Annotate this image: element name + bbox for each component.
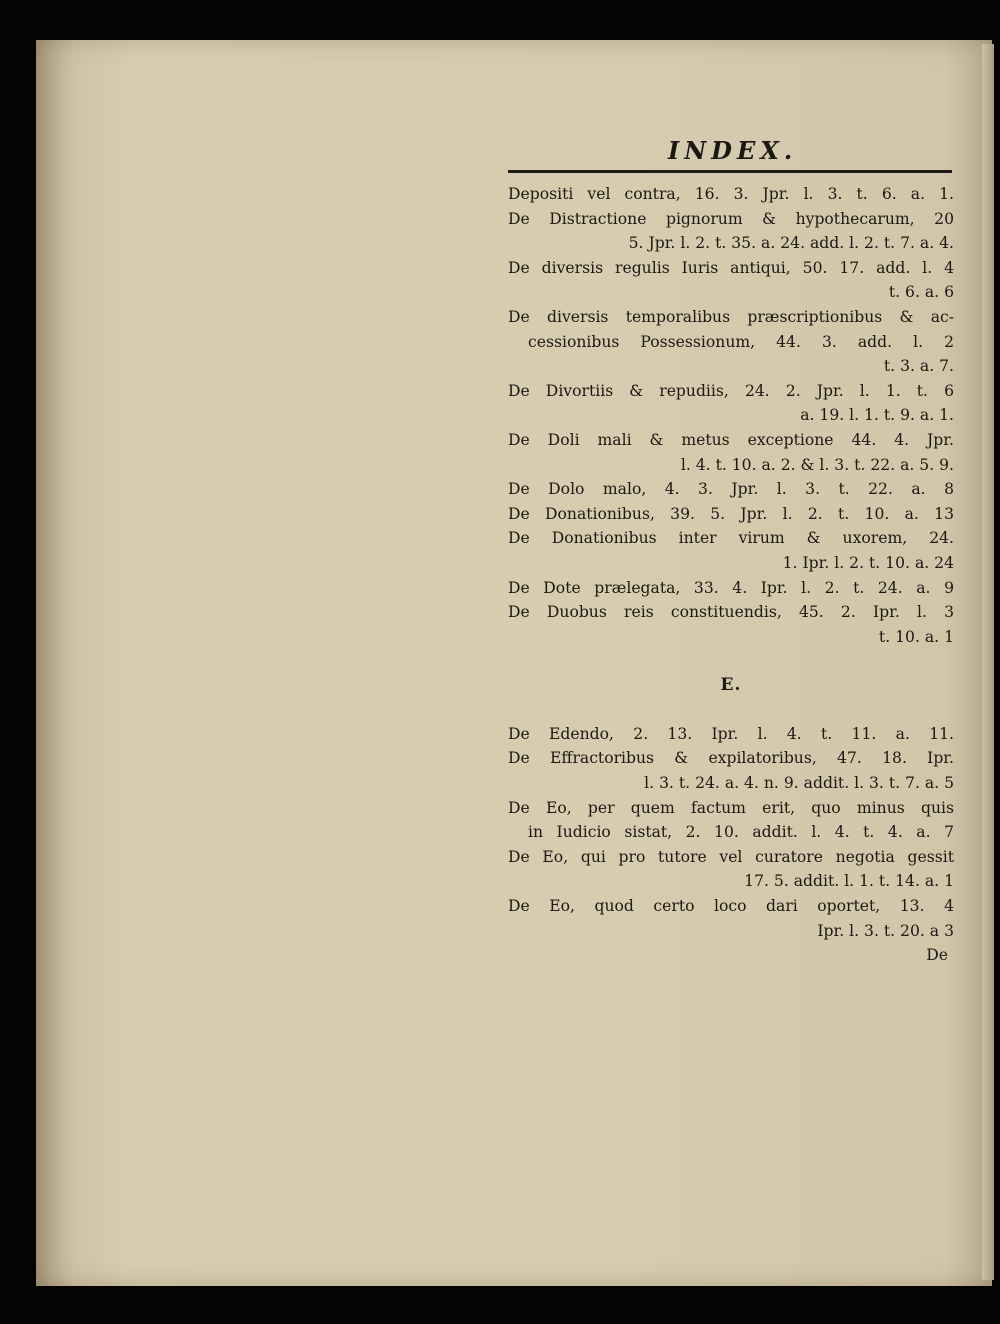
- index-entry: [508, 894, 954, 943]
- index-entry: [508, 722, 954, 747]
- index-entry: [508, 845, 954, 894]
- index-section-e: [508, 722, 954, 943]
- index-entry-line: De Donationibus inter virum & uxorem, 24.: [508, 529, 954, 548]
- index-entry-line: De Dolo malo, 4. 3. Jpr. l. 3. t. 22. a. 8: [508, 480, 954, 499]
- index-entry-line: De Effractoribus & expilatoribus, 47. 18. Ipr.: [508, 749, 954, 768]
- page-right-edge: [982, 44, 994, 1280]
- running-head: INDEX.: [668, 136, 798, 165]
- index-entry: [508, 477, 954, 502]
- index-entry: [508, 305, 954, 379]
- index-entry-line: l. 3. t. 24. a. 4. n. 9. addit. l. 3. t. 7. a. 5: [644, 774, 954, 793]
- index-entry-line: De Eo, qui pro tutore vel curatore negotia gessit: [508, 847, 954, 866]
- index-entry-line: Ipr. l. 3. t. 20. a 3: [817, 921, 954, 940]
- index-entry: [508, 379, 954, 428]
- index-entry: [508, 576, 954, 601]
- index-entry-line: De Edendo, 2. 13. Ipr. l. 4. t. 11. a. 11.: [508, 724, 954, 743]
- index-entry: [508, 502, 954, 527]
- index-entry-line: t. 6. a. 6: [888, 283, 954, 302]
- index-entry-line: De Eo, per quem factum erit, quo minus quis: [508, 798, 954, 817]
- catchword: De: [926, 946, 948, 965]
- index-entry-line: cessionibus Possessionum, 44. 3. add. l. 2: [528, 332, 954, 351]
- index-entry-line: De diversis regulis Iuris antiqui, 50. 17. add. l. 4: [508, 258, 954, 277]
- index-entry-line: De diversis temporalibus præscriptionibus & ac-: [508, 307, 954, 326]
- index-entry-line: in Iudicio sistat, 2. 10. addit. l. 4. t. 4. a. 7: [528, 823, 954, 842]
- index-entry: [508, 746, 954, 795]
- index-entry: [508, 526, 954, 575]
- index-entry-line: De Distractione pignorum & hypothecarum, 20: [508, 209, 954, 228]
- index-entry-line: 1. Ipr. l. 2. t. 10. a. 24: [782, 553, 954, 572]
- index-entry-line: t. 3. a. 7.: [883, 357, 954, 376]
- index-entry-line: 5. Jpr. l. 2. t. 35. a. 24. add. l. 2. t. 7. a. 4.: [628, 234, 954, 253]
- index-entry: [508, 428, 954, 477]
- index-entry: [508, 207, 954, 256]
- index-entry-line: Depositi vel contra, 16. 3. Jpr. l. 3. t. 6. a. 1.: [508, 185, 954, 203]
- index-entry-line: t. 10. a. 1: [878, 627, 954, 646]
- index-column: [508, 182, 954, 968]
- index-entry: [508, 796, 954, 845]
- index-entry: [508, 256, 954, 305]
- index-entry-line: De Eo, quod certo loco dari oportet, 13. 4: [508, 897, 954, 916]
- index-entry: [508, 600, 954, 649]
- index-entry-line: De Divortiis & repudiis, 24. 2. Jpr. l. 1. t. 6: [508, 381, 954, 400]
- index-entry-line: De Dote prælegata, 33. 4. Ipr. l. 2. t. 24. a. 9: [508, 578, 954, 597]
- index-entry-line: 17. 5. addit. l. 1. t. 14. a. 1: [744, 872, 954, 891]
- index-entry-line: a. 19. l. 1. t. 9. a. 1.: [800, 406, 954, 425]
- index-entry-line: De Donationibus, 39. 5. Jpr. l. 2. t. 10. a. 13: [508, 504, 954, 523]
- header-rule: [508, 170, 952, 173]
- index-entry: [508, 182, 954, 207]
- index-section-d: [508, 182, 954, 649]
- section-letter: E.: [720, 675, 742, 696]
- index-entry-line: De Duobus reis constituendis, 45. 2. Ipr. l. 3: [508, 603, 954, 622]
- index-entry-line: De Doli mali & metus exceptione 44. 4. Jpr.: [508, 430, 954, 449]
- index-entry-line: l. 4. t. 10. a. 2. & l. 3. t. 22. a. 5. 9.: [680, 455, 954, 474]
